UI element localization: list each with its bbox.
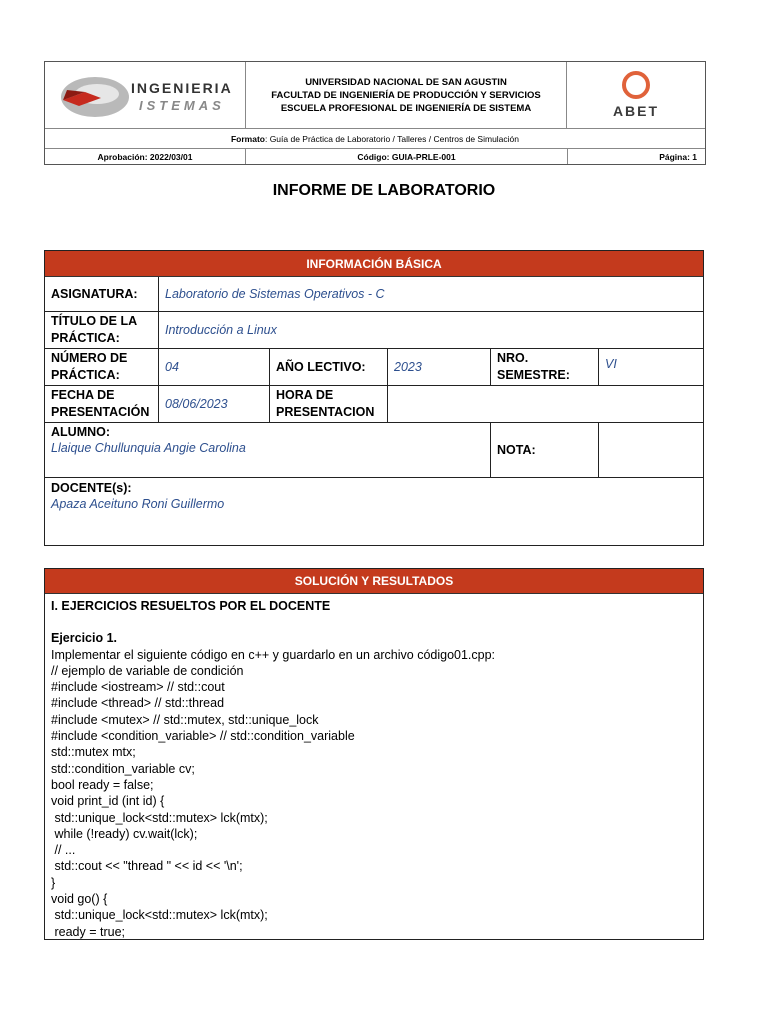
hora-label: HORA DE PRESENTACION xyxy=(270,386,388,422)
code-line: while (!ready) cv.wait(lck); xyxy=(51,826,198,841)
code-line: std::mutex mtx; xyxy=(51,745,136,760)
alumno-value: Llaique Chullunquia Angie Carolina xyxy=(51,441,246,455)
docente-value: Apaza Aceituno Roni Guillermo xyxy=(51,497,225,511)
university-name: UNIVERSIDAD NACIONAL DE SAN AGUSTIN xyxy=(305,76,507,88)
code-line: } xyxy=(51,875,56,890)
abet-ring-icon xyxy=(622,71,650,99)
anio-label: AÑO LECTIVO: xyxy=(270,349,388,385)
nota-value xyxy=(599,423,703,477)
code-line: std::unique_lock<std::mutex> lck(mtx); xyxy=(51,810,268,825)
exercise-title: Ejercicio 1. xyxy=(51,631,118,646)
nota-label: NOTA: xyxy=(491,423,599,477)
basic-info-table xyxy=(44,250,704,546)
numero-value: 04 xyxy=(159,349,270,385)
solution-section xyxy=(44,568,704,940)
section-heading: I. EJERCICIOS RESUELTOS POR EL DOCENTE xyxy=(51,599,331,613)
page-title: INFORME DE LABORATORIO xyxy=(272,182,496,199)
asignatura-label: ASIGNATURA: xyxy=(45,277,159,311)
code-line: #include <condition_variable> // std::condition_variable xyxy=(51,729,355,744)
asignatura-value: Laboratorio de Sistemas Operativos - C xyxy=(165,287,385,301)
school-name: ESCUELA PROFESIONAL DE INGENIERÍA DE SISTEMA xyxy=(280,102,532,114)
semestre-value: VI xyxy=(605,357,617,371)
exercise-intro: Implementar el siguiente código en c++ y guardarlo en un archivo código01.cpp: xyxy=(51,647,496,662)
hora-value xyxy=(388,386,703,422)
fecha-value: 08/06/2023 xyxy=(159,386,270,422)
logo-text-sistemas: ISTEMAS xyxy=(139,98,225,113)
formato-label: Formato xyxy=(230,133,265,144)
pagina: Página: 1 xyxy=(567,149,705,164)
codigo: Código: GUIA-PRLE-001 xyxy=(357,151,456,162)
anio-value: 2023 xyxy=(388,349,491,385)
code-line: bool ready = false; xyxy=(51,777,154,792)
code-line: // ... xyxy=(51,843,76,858)
basic-info-band: INFORMACIÓN BÁSICA xyxy=(45,251,703,277)
titulo-value: Introducción a Linux xyxy=(165,323,277,337)
code-line: std::unique_lock<std::mutex> lck(mtx); xyxy=(51,908,268,923)
formato-value: : Guía de Práctica de Laboratorio / Talleres / Centros de Simulación xyxy=(264,133,520,144)
code-line: std::cout << "thread " << id << '\n'; xyxy=(51,859,243,874)
semestre-label: NRO. SEMESTRE: xyxy=(491,349,599,385)
numero-label: NÚMERO DE PRÁCTICA: xyxy=(45,349,159,385)
code-block xyxy=(51,663,697,940)
logo-text-ingenieria: INGENIERIA xyxy=(131,80,233,96)
formato-row xyxy=(45,129,705,149)
document-header xyxy=(44,61,706,165)
code-line: // ejemplo de variable de condición xyxy=(51,663,244,678)
fecha-label: FECHA DE PRESENTACIÓN xyxy=(45,386,159,422)
code-line: #include <iostream> // std::cout xyxy=(51,680,225,695)
abet-text: ABET xyxy=(612,103,660,119)
code-line: #include <mutex> // std::mutex, std::unique_lock xyxy=(51,712,319,727)
alumno-label: ALUMNO: xyxy=(51,425,111,439)
code-line: void print_id (int id) { xyxy=(51,794,165,809)
code-line: void go() { xyxy=(51,892,108,907)
code-line: std::condition_variable cv; xyxy=(51,761,195,776)
faculty-name: FACULTAD DE INGENIERÍA DE PRODUCCIÓN Y SERVICIOS xyxy=(271,89,541,101)
code-line: #include <thread> // std::thread xyxy=(51,696,225,711)
solution-band: SOLUCIÓN Y RESULTADOS xyxy=(45,569,703,594)
ingenieria-sistemas-logo xyxy=(45,62,246,128)
docente-label: DOCENTE(s): xyxy=(51,481,132,495)
titulo-label: TÍTULO DE LA PRÁCTICA: xyxy=(45,312,159,348)
abet-logo xyxy=(566,62,705,128)
aprobacion: Aprobación: 2022/03/01 xyxy=(45,149,246,164)
code-line: ready = true; xyxy=(51,924,125,939)
